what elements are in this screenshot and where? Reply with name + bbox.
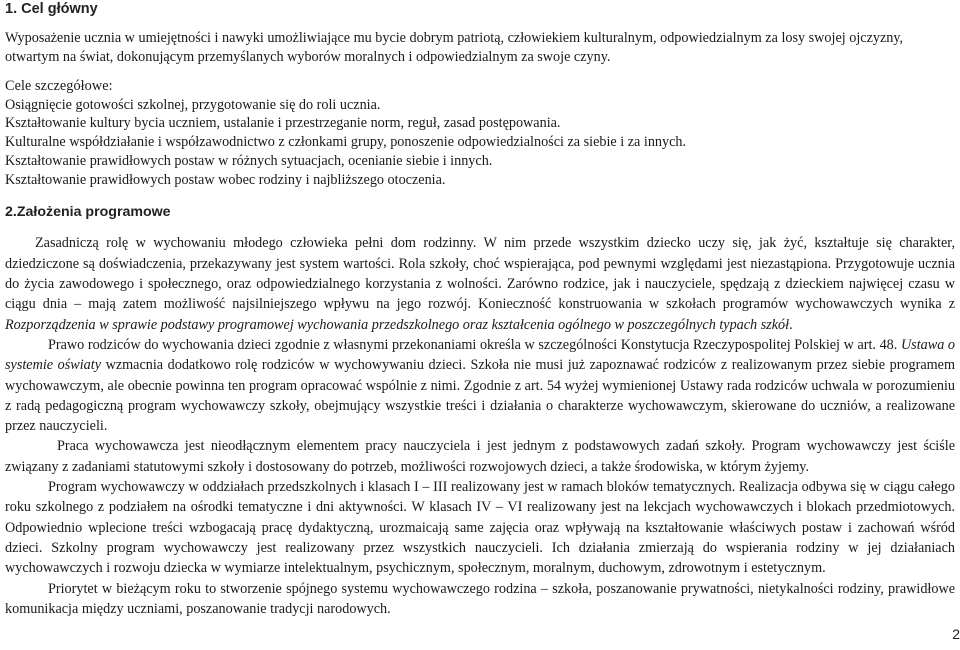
main-goal-text: Wyposażenie ucznia w umiejętności i nawyki umożliwiające mu bycie dobrym patriotą, człowiekiem kulturalnym, odpowiedzialnym za losy swojej ojczyzny, otwartym na świat, dokonującym przemyślanych wyborów moralnych i odpowiedzialnym za swoje czyny. <box>5 30 904 65</box>
paragraph-parents-rights <box>5 335 955 436</box>
section-2-title: 2.Założenia programowe <box>5 204 171 221</box>
paragraph-text: Zasadniczą rolę w wychowaniu młodego człowieka pełni dom rodzinny. W nim przede wszystkim dziecko uczy się, jak żyć, kształtuje się charakter, dziedziczone są doświadczenia, przekazywany jest system wartości. Rola szkoły, choć wspierająca, pod pewnymi względami jest niezastąpiona. Przygotowuje ucznia do życia zawodowego i społecznego, oraz odpowiedzialnego korzystania z wolności. Zarówno rodzice, jak i nauczyciele, spędzają z dzieckiem najwięcej czasu w ciągu dnia – mają zatem możliwość najsilniejszego wpływu na jego rozwój. Konieczność konstruowania w szkołach programów wychowawczych wynika z <box>5 235 955 313</box>
specific-goals-heading: Cele szczegółowe: <box>5 78 113 94</box>
paragraph-text: . <box>789 316 793 333</box>
paragraph-priority: Priorytet w bieżącym roku to stworzenie spójnego systemu wychowawczego rodzina – szkoła, poszanowanie prywatności, nietykalności rodziny, prawidłowe komunikacja między uczniami, poszanowanie tradycji narodowych. <box>5 580 955 617</box>
paragraph-educational-work: Praca wychowawcza jest nieodłącznym elementem pracy nauczyciela i jest jednym z podstawowych zadań szkoły. Program wychowawczy jest ściśle związany z zadaniami statutowymi szkoły i dostosowany do potrzeb, możliwości rozwojowych dzieci, a także środowiska, w którym żyjemy. <box>5 438 955 475</box>
paragraph-text: Prawo rodziców do wychowania dzieci zgodnie z własnymi przekonaniami określa w szczególności Konstytucja Rzeczypospolitej Polskiej w art. 48. <box>48 336 901 353</box>
specific-goals-list <box>5 96 955 190</box>
specific-goal-item: Kształtowanie kultury bycia uczniem, ustalanie i przestrzeganie norm, reguł, zasad postępowania. <box>5 115 561 132</box>
regulation-title: Rozporządzenia w sprawie podstawy programowej wychowania przedszkolnego oraz kształcenia ogólnego w poszczególnych typach szkół <box>5 316 790 333</box>
act-title: Ustawa o systemie oświaty <box>5 336 955 374</box>
section-1-title: 1. Cel główny <box>5 1 98 17</box>
specific-goal-item: Kształtowanie prawidłowych postaw wobec rodziny i najbliższego otoczenia. <box>5 171 446 188</box>
document-page <box>5 0 955 619</box>
specific-goal-item: Osiągnięcie gotowości szkolnej, przygotowanie się do roli ucznia. <box>5 96 381 113</box>
paragraph-program-implementation: Program wychowawczy w oddziałach przedszkolnych i klasach I – III realizowany jest w ramach bloków tematycznych. Realizacja odbywa się w ciągu całego roku szkolnego z podziałem na ośrodki tematyczne i dni aktywności. W klasach IV – VI realizowany jest na lekcjach wychowawczych i blokach przedmiotowych. Odpowiednio wplecione treści wzbogacają pracę dydaktyczną, urozmaicają same zajęcia oraz wpływają na kształtowanie właściwych postaw i zachowań wśród dzieci. Szkolny program wychowawczy jest realizowany przez wszystkich nauczycieli. Ich działania zmierzają do wspierania rodziny w jej działaniach wychowawczych i rozwoju dziecka w wymiarze intelektualnym, psychicznym, społecznym, moralnym, duchowym, zdrowotnym i estetycznym. <box>5 479 955 577</box>
paragraph-family-role <box>5 233 955 334</box>
specific-goal-item: Kształtowanie prawidłowych postaw w różnych sytuacjach, ocenianie siebie i innych. <box>5 152 493 169</box>
specific-goal-item: Kulturalne współdziałanie i współzawodnictwo z członkami grupy, ponoszenie odpowiedzialności za siebie i za innych. <box>5 134 687 151</box>
paragraph-text: wzmacnia dodatkowo rolę rodziców w wychowywaniu dzieci. Szkoła nie musi już zapoznawać rodziców z realizowanym przez siebie programem wychowawczym, ale obecnie powinna ten program opracować wspólnie z nimi. Zgodnie z art. 54 wyżej wymienionej Ustawy rada rodziców uchwala w porozumieniu z radą pedagogiczną program wychowawczy szkoły, obejmujący wszystkie treści i działania o charakterze wychowawczym, skierowane do uczniów, a realizowane przez nauczycieli. <box>5 357 956 435</box>
page-number: 2 <box>952 626 960 642</box>
program-assumptions-body <box>5 233 955 619</box>
